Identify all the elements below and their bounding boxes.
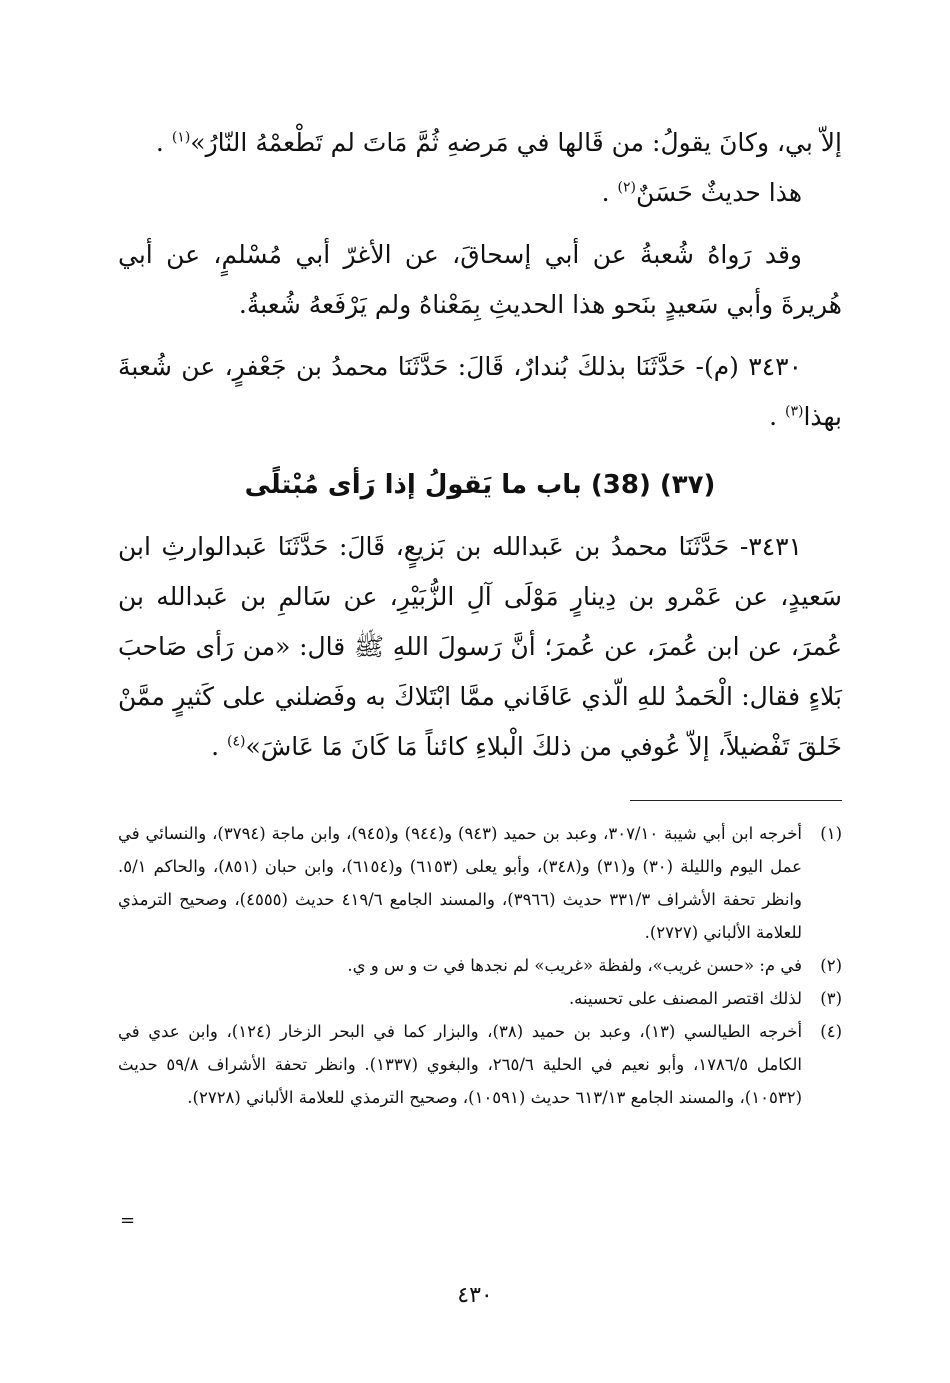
paragraph-1 xyxy=(118,118,842,168)
footnote-ref-4: (٤) xyxy=(226,733,246,750)
hadith-3431-text: ٣٤٣١- حَدَّثَنَا محمدُ بن عَبدالله بن بَزيعٍ، قَالَ: حَدَّثَنَا عَبدالوارثِ ابن سَعيدٍ، عن عَمْرو بن دِينارٍ مَوْلَى آلِ الزُّبَيْرِ، عن سَالمِ بن عَبدالله بن عُمرَ، عن ابن عُمرَ، عن عُمرَ؛ أنَّ رَسولَ اللهِ ﷺ قال: «من رَأى صَاحبَ بَلاءٍ فقال: الْحَمدُ للهِ الّذي عَافَاني ممَّا ابْتَلاكَ به وفَضلني على كَثيرٍ ممَّنْ خَلقَ تَفْضيلاً، إلاّ عُوفي من ذلكَ الْبلاءِ كائناً مَا كَانَ مَا عَاشَ» xyxy=(118,532,842,761)
footnote-text: أخرجه ابن أبي شيبة ٣٠٧/١٠، وعبد بن حميد (٩٤٣) و(٩٤٤) و(٩٤٥)، وابن ماجة (٣٧٩٤)، والنسائي في عمل اليوم والليلة (٣٠) و(٣١) و(٣٤٨)، وأبو يعلى (٦١٥٣) و(٦١٥٤)، وابن حبان (٨٥١)، والحاكم ٥/١. وانظر تحفة الأشراف ٣٣١/٣ حديث (٣٩٦٦)، والمسند الجامع ٤١٩/٦ حديث (٤٥٥٥)، وصحيح الترمذي للعلامة الألباني (٢٧٢٧). xyxy=(118,824,802,942)
continuation-mark: = xyxy=(120,1210,136,1231)
hadith-3430-text: ٣٤٣٠ (م)- حَدَّثَنَا بذلكَ بُندارٌ، قَالَ: حَدَّثَنَا محمدُ بن جَعْفرٍ، عن شُعبةَ بهذا xyxy=(118,352,842,431)
footnote-number: (٤) xyxy=(820,1022,842,1041)
hadith-3431-end: . xyxy=(211,732,227,761)
footnote-ref-1: (١) xyxy=(171,129,191,146)
footnote-number: (١) xyxy=(820,824,842,843)
footnote-text: في م: «حسن غريب»، ولفظة «غريب» لم نجدها في ت و س و ي. xyxy=(347,956,802,975)
footnotes xyxy=(118,817,842,1114)
paragraph-2 xyxy=(118,168,842,218)
footnote-3 xyxy=(118,982,842,1015)
footnote-number: (٢) xyxy=(820,956,842,975)
footnote-1 xyxy=(118,817,842,949)
paragraph-1-text: إلاّ بي، وكانَ يقولُ: من قَالها في مَرضهِ ثُمَّ مَاتَ لم تَطْعمْهُ النّارُ» xyxy=(190,128,842,157)
footnote-4 xyxy=(118,1015,842,1114)
paragraph-2-end: . xyxy=(601,178,618,207)
footnote-text: لذلك اقتصر المصنف على تحسينه. xyxy=(568,989,802,1008)
hadith-3431 xyxy=(118,522,842,772)
hadith-3430 xyxy=(118,342,842,442)
footnote-text: أخرجه الطيالسي (١٣)، وعبد بن حميد (٣٨)، والبزار كما في البحر الزخار (١٢٤)، وابن عدي في الكامل ١٧٨٦/٥، وأبو نعيم في الحلية ٢٦٥/٦، والبغوي (١٣٣٧). وانظر تحفة الأشراف ٥٩/٨ حديث (١٠٥٣٢)، والمسند الجامع ٦١٣/١٣ حديث (١٠٥٩١)، وصحيح الترمذي للعلامة الألباني (٢٧٢٨). xyxy=(118,1022,803,1107)
paragraph-1-end: . xyxy=(155,128,172,157)
section-title: (٣٧) (38) باب ما يَقولُ إذا رَأى مُبْتلًى xyxy=(244,470,716,500)
footnote-2 xyxy=(118,949,842,982)
paragraph-2-text: هذا حديثٌ حَسَنٌ xyxy=(635,178,802,207)
footnote-ref-3: (٣) xyxy=(784,403,804,420)
hadith-3430-end: . xyxy=(769,402,785,431)
main-text xyxy=(118,118,842,772)
footnote-ref-2: (٢) xyxy=(617,179,636,196)
footnote-number: (٣) xyxy=(820,989,842,1008)
footnote-divider xyxy=(630,800,842,801)
paragraph-3 xyxy=(118,230,842,330)
paragraph-3-text: وقد رَواهُ شُعبةُ عن أبي إسحاقَ، عن الأغرّ أبي مُسْلمٍ، عن أبي هُريرةَ وأبي سَعيدٍ بنَحو هذا الحديثِ بِمَعْناهُ ولم يَرْفَعهُ شُعبةُ. xyxy=(118,240,842,319)
page-number: ٤٣٠ xyxy=(457,1283,493,1308)
